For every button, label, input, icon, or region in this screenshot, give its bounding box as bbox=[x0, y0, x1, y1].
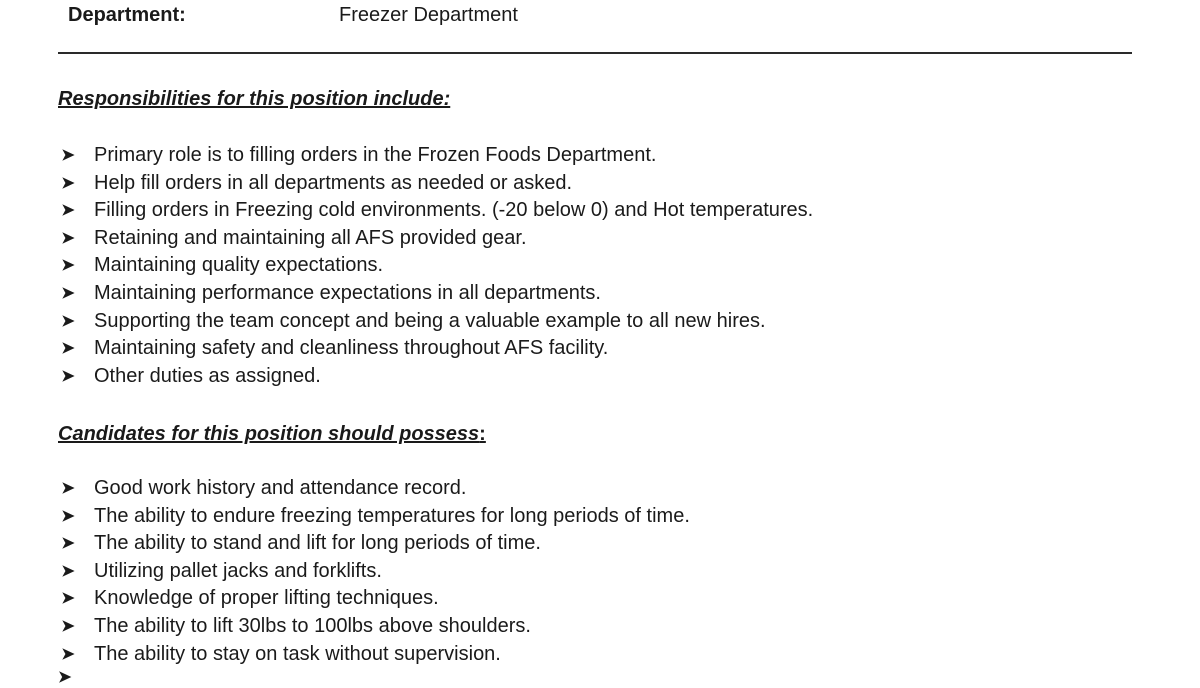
horizontal-divider bbox=[58, 52, 1132, 54]
responsibilities-heading bbox=[58, 87, 450, 111]
list-item-text: Maintaining quality expectations. bbox=[94, 254, 384, 277]
list-item-text: Primary role is to filling orders in the Frozen Foods Department. bbox=[94, 144, 657, 166]
list-item-text: Help fill orders in all departments as needed or asked. bbox=[94, 171, 573, 194]
list-item bbox=[58, 503, 690, 531]
list-item bbox=[58, 308, 813, 336]
list-item-text: The ability to endure freezing temperatures for long periods of time. bbox=[94, 504, 690, 527]
arrowhead-bullet-icon: ➤ bbox=[61, 340, 75, 358]
arrowhead-bullet-icon: ➤ bbox=[61, 202, 75, 220]
list-item bbox=[58, 252, 813, 280]
arrowhead-bullet-icon: ➤ bbox=[58, 669, 72, 686]
list-item-text: Retaining and maintaining all AFS provided gear. bbox=[94, 226, 527, 249]
list-item-text: Other duties as assigned. bbox=[94, 364, 321, 387]
arrowhead-bullet-icon: ➤ bbox=[61, 617, 75, 635]
list-item-text: Filling orders in Freezing cold environments. (-20 below 0) and Hot temperatures. bbox=[94, 199, 814, 222]
responsibilities-heading-text: Responsibilities for this position include: bbox=[58, 88, 451, 110]
arrowhead-bullet-icon: ➤ bbox=[61, 367, 75, 385]
arrowhead-bullet-icon: ➤ bbox=[61, 562, 75, 580]
list-item bbox=[58, 280, 813, 308]
arrowhead-bullet-icon: ➤ bbox=[61, 507, 75, 525]
arrowhead-bullet-icon: ➤ bbox=[61, 312, 75, 330]
candidates-heading-text: Candidates for this position should possess bbox=[58, 423, 480, 445]
responsibilities-list bbox=[58, 142, 813, 390]
list-item-text: The ability to stand and lift for long periods of time. bbox=[94, 532, 541, 555]
department-value: Freezer Department bbox=[339, 4, 518, 26]
list-item-text: The ability to stay on task without supervision. bbox=[94, 642, 501, 665]
arrowhead-bullet-icon: ➤ bbox=[61, 535, 75, 553]
department-label: Department: bbox=[68, 4, 186, 26]
candidates-list bbox=[58, 475, 690, 668]
arrowhead-bullet-icon: ➤ bbox=[61, 480, 75, 497]
list-item bbox=[58, 641, 690, 669]
list-item-text: Supporting the team concept and being a valuable example to all new hires. bbox=[94, 309, 766, 332]
list-item bbox=[58, 142, 813, 170]
list-item-text: Maintaining performance expectations in all departments. bbox=[94, 281, 601, 304]
list-item bbox=[58, 197, 813, 225]
list-item-text: Good work history and attendance record. bbox=[94, 477, 467, 499]
list-item bbox=[58, 530, 690, 558]
arrowhead-bullet-icon: ➤ bbox=[61, 147, 75, 164]
list-item bbox=[58, 363, 813, 391]
list-item bbox=[58, 170, 813, 198]
list-item bbox=[58, 558, 690, 586]
candidates-heading bbox=[58, 422, 486, 446]
list-item bbox=[58, 585, 690, 613]
cropped-bullet-line bbox=[58, 665, 72, 686]
arrowhead-bullet-icon: ➤ bbox=[61, 645, 75, 663]
arrowhead-bullet-icon: ➤ bbox=[61, 229, 75, 247]
list-item-text: Utilizing pallet jacks and forklifts. bbox=[94, 559, 382, 582]
arrowhead-bullet-icon: ➤ bbox=[61, 284, 75, 302]
list-item-text: The ability to lift 30lbs to 100lbs above shoulders. bbox=[94, 614, 531, 637]
list-item-text: Knowledge of proper lifting techniques. bbox=[94, 587, 439, 610]
candidates-heading-colon: : bbox=[479, 423, 486, 445]
arrowhead-bullet-icon: ➤ bbox=[61, 174, 75, 192]
list-item bbox=[58, 613, 690, 641]
list-item bbox=[58, 335, 813, 363]
arrowhead-bullet-icon: ➤ bbox=[61, 590, 75, 608]
list-item bbox=[58, 225, 813, 253]
arrowhead-bullet-icon: ➤ bbox=[61, 257, 75, 275]
list-item bbox=[58, 475, 690, 503]
list-item-text: Maintaining safety and cleanliness throughout AFS facility. bbox=[94, 337, 609, 360]
